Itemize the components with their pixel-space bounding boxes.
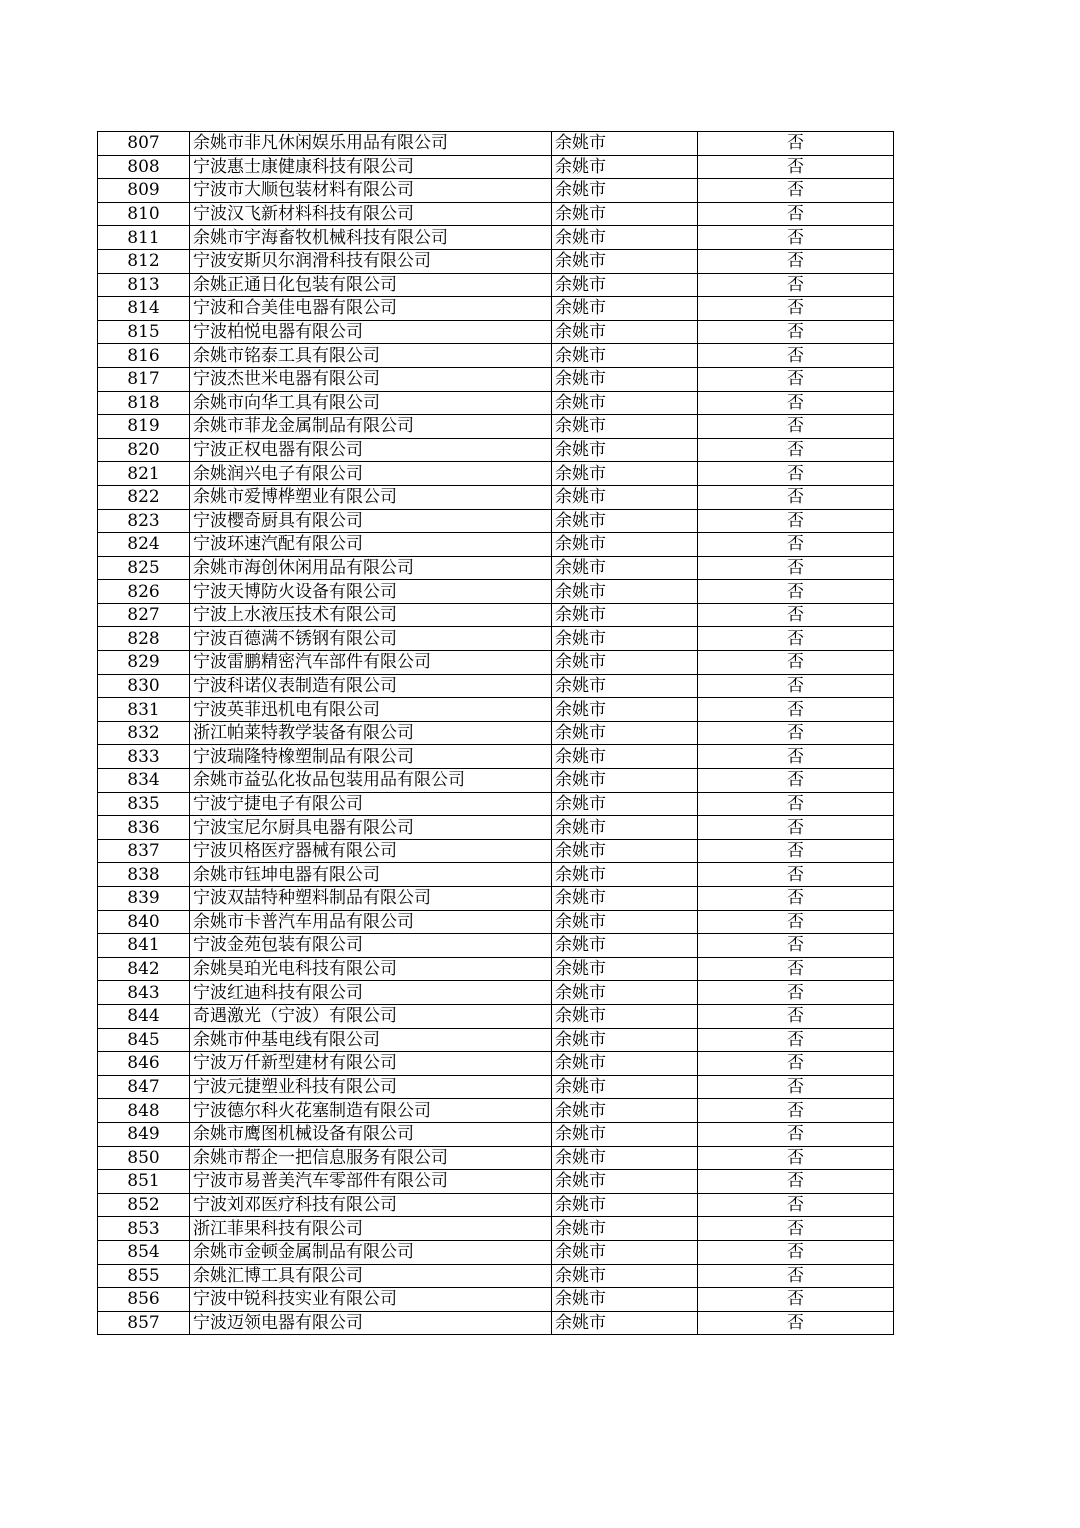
status-flag-cell: 否 bbox=[698, 226, 894, 250]
company-name-cell: 宁波市易普美汽车零部件有限公司 bbox=[190, 1170, 552, 1194]
row-number-cell: 832 bbox=[98, 721, 190, 745]
company-name-cell: 宁波樱奇厨具有限公司 bbox=[190, 509, 552, 533]
city-cell: 余姚市 bbox=[552, 1311, 698, 1335]
status-flag-cell: 否 bbox=[698, 839, 894, 863]
company-name-cell: 余姚汇博工具有限公司 bbox=[190, 1264, 552, 1288]
city-cell: 余姚市 bbox=[552, 155, 698, 179]
company-name-cell: 宁波贝格医疗器械有限公司 bbox=[190, 839, 552, 863]
city-cell: 余姚市 bbox=[552, 910, 698, 934]
company-name-cell: 宁波红迪科技有限公司 bbox=[190, 981, 552, 1005]
status-flag-cell: 否 bbox=[698, 202, 894, 226]
row-number-cell: 855 bbox=[98, 1264, 190, 1288]
table-row bbox=[98, 721, 894, 745]
company-name-cell: 余姚润兴电子有限公司 bbox=[190, 462, 552, 486]
company-name-cell: 宁波市大顺包装材料有限公司 bbox=[190, 179, 552, 203]
table-row bbox=[98, 1264, 894, 1288]
status-flag-cell: 否 bbox=[698, 485, 894, 509]
company-name-cell: 余姚正通日化包装有限公司 bbox=[190, 273, 552, 297]
company-name-cell: 宁波宁捷电子有限公司 bbox=[190, 792, 552, 816]
table-row bbox=[98, 1099, 894, 1123]
status-flag-cell: 否 bbox=[698, 1311, 894, 1335]
city-cell: 余姚市 bbox=[552, 1288, 698, 1312]
row-number-cell: 834 bbox=[98, 769, 190, 793]
status-flag-cell: 否 bbox=[698, 533, 894, 557]
table-row bbox=[98, 533, 894, 557]
city-cell: 余姚市 bbox=[552, 1217, 698, 1241]
status-flag-cell: 否 bbox=[698, 910, 894, 934]
table-row bbox=[98, 132, 894, 156]
row-number-cell: 818 bbox=[98, 391, 190, 415]
table-row bbox=[98, 1052, 894, 1076]
company-name-cell: 宁波英菲迅机电有限公司 bbox=[190, 698, 552, 722]
company-name-cell: 宁波环速汽配有限公司 bbox=[190, 533, 552, 557]
table-row bbox=[98, 556, 894, 580]
status-flag-cell: 否 bbox=[698, 887, 894, 911]
table-row bbox=[98, 981, 894, 1005]
company-name-cell: 余姚市帮企一把信息服务有限公司 bbox=[190, 1146, 552, 1170]
table-row bbox=[98, 957, 894, 981]
company-name-cell: 宁波双喆特种塑料制品有限公司 bbox=[190, 887, 552, 911]
city-cell: 余姚市 bbox=[552, 745, 698, 769]
row-number-cell: 856 bbox=[98, 1288, 190, 1312]
city-cell: 余姚市 bbox=[552, 344, 698, 368]
row-number-cell: 822 bbox=[98, 485, 190, 509]
row-number-cell: 825 bbox=[98, 556, 190, 580]
city-cell: 余姚市 bbox=[552, 509, 698, 533]
company-name-cell: 宁波科诺仪表制造有限公司 bbox=[190, 674, 552, 698]
status-flag-cell: 否 bbox=[698, 297, 894, 321]
status-flag-cell: 否 bbox=[698, 1146, 894, 1170]
row-number-cell: 833 bbox=[98, 745, 190, 769]
company-name-cell: 余姚昊珀光电科技有限公司 bbox=[190, 957, 552, 981]
status-flag-cell: 否 bbox=[698, 721, 894, 745]
city-cell: 余姚市 bbox=[552, 485, 698, 509]
table-row bbox=[98, 438, 894, 462]
city-cell: 余姚市 bbox=[552, 1028, 698, 1052]
company-name-cell: 宁波刘邓医疗科技有限公司 bbox=[190, 1193, 552, 1217]
status-flag-cell: 否 bbox=[698, 1052, 894, 1076]
table-row bbox=[98, 839, 894, 863]
company-name-cell: 宁波雷鹏精密汽车部件有限公司 bbox=[190, 651, 552, 675]
city-cell: 余姚市 bbox=[552, 627, 698, 651]
status-flag-cell: 否 bbox=[698, 698, 894, 722]
company-name-cell: 宁波迈领电器有限公司 bbox=[190, 1311, 552, 1335]
status-flag-cell: 否 bbox=[698, 391, 894, 415]
row-number-cell: 811 bbox=[98, 226, 190, 250]
company-name-cell: 宁波惠士康健康科技有限公司 bbox=[190, 155, 552, 179]
company-name-cell: 宁波和合美佳电器有限公司 bbox=[190, 297, 552, 321]
company-name-cell: 宁波中锐科技实业有限公司 bbox=[190, 1288, 552, 1312]
status-flag-cell: 否 bbox=[698, 179, 894, 203]
table-row bbox=[98, 509, 894, 533]
status-flag-cell: 否 bbox=[698, 438, 894, 462]
row-number-cell: 812 bbox=[98, 249, 190, 273]
company-name-cell: 余姚市爱博桦塑业有限公司 bbox=[190, 485, 552, 509]
row-number-cell: 849 bbox=[98, 1122, 190, 1146]
row-number-cell: 838 bbox=[98, 863, 190, 887]
status-flag-cell: 否 bbox=[698, 509, 894, 533]
status-flag-cell: 否 bbox=[698, 1075, 894, 1099]
status-flag-cell: 否 bbox=[698, 627, 894, 651]
row-number-cell: 817 bbox=[98, 367, 190, 391]
company-name-cell: 余姚市益弘化妆品包装用品有限公司 bbox=[190, 769, 552, 793]
row-number-cell: 835 bbox=[98, 792, 190, 816]
table-row bbox=[98, 155, 894, 179]
row-number-cell: 823 bbox=[98, 509, 190, 533]
company-name-cell: 宁波柏悦电器有限公司 bbox=[190, 320, 552, 344]
row-number-cell: 847 bbox=[98, 1075, 190, 1099]
status-flag-cell: 否 bbox=[698, 816, 894, 840]
status-flag-cell: 否 bbox=[698, 957, 894, 981]
status-flag-cell: 否 bbox=[698, 745, 894, 769]
row-number-cell: 841 bbox=[98, 934, 190, 958]
status-flag-cell: 否 bbox=[698, 1193, 894, 1217]
company-name-cell: 宁波正权电器有限公司 bbox=[190, 438, 552, 462]
table-row bbox=[98, 769, 894, 793]
company-name-cell: 余姚市非凡休闲娱乐用品有限公司 bbox=[190, 132, 552, 156]
row-number-cell: 827 bbox=[98, 603, 190, 627]
table-row bbox=[98, 1170, 894, 1194]
table-row bbox=[98, 863, 894, 887]
city-cell: 余姚市 bbox=[552, 792, 698, 816]
row-number-cell: 810 bbox=[98, 202, 190, 226]
company-name-cell: 余姚市钰坤电器有限公司 bbox=[190, 863, 552, 887]
table-row bbox=[98, 367, 894, 391]
city-cell: 余姚市 bbox=[552, 863, 698, 887]
status-flag-cell: 否 bbox=[698, 792, 894, 816]
city-cell: 余姚市 bbox=[552, 249, 698, 273]
city-cell: 余姚市 bbox=[552, 1004, 698, 1028]
table-row bbox=[98, 202, 894, 226]
city-cell: 余姚市 bbox=[552, 1240, 698, 1264]
row-number-cell: 839 bbox=[98, 887, 190, 911]
row-number-cell: 816 bbox=[98, 344, 190, 368]
row-number-cell: 830 bbox=[98, 674, 190, 698]
status-flag-cell: 否 bbox=[698, 1122, 894, 1146]
table-row bbox=[98, 391, 894, 415]
table-row bbox=[98, 698, 894, 722]
row-number-cell: 842 bbox=[98, 957, 190, 981]
company-name-cell: 宁波金苑包装有限公司 bbox=[190, 934, 552, 958]
row-number-cell: 844 bbox=[98, 1004, 190, 1028]
company-name-cell: 余姚市仲基电线有限公司 bbox=[190, 1028, 552, 1052]
table-row bbox=[98, 415, 894, 439]
city-cell: 余姚市 bbox=[552, 533, 698, 557]
company-name-cell: 余姚市铭泰工具有限公司 bbox=[190, 344, 552, 368]
city-cell: 余姚市 bbox=[552, 1193, 698, 1217]
table-row bbox=[98, 674, 894, 698]
city-cell: 余姚市 bbox=[552, 320, 698, 344]
status-flag-cell: 否 bbox=[698, 273, 894, 297]
table-row bbox=[98, 934, 894, 958]
city-cell: 余姚市 bbox=[552, 721, 698, 745]
table-row bbox=[98, 651, 894, 675]
row-number-cell: 808 bbox=[98, 155, 190, 179]
row-number-cell: 821 bbox=[98, 462, 190, 486]
city-cell: 余姚市 bbox=[552, 462, 698, 486]
table-row bbox=[98, 580, 894, 604]
status-flag-cell: 否 bbox=[698, 603, 894, 627]
table-row bbox=[98, 1217, 894, 1241]
status-flag-cell: 否 bbox=[698, 1170, 894, 1194]
table-row bbox=[98, 485, 894, 509]
company-name-cell: 宁波杰世米电器有限公司 bbox=[190, 367, 552, 391]
status-flag-cell: 否 bbox=[698, 1264, 894, 1288]
table-row bbox=[98, 1004, 894, 1028]
city-cell: 余姚市 bbox=[552, 769, 698, 793]
table-row bbox=[98, 745, 894, 769]
status-flag-cell: 否 bbox=[698, 367, 894, 391]
city-cell: 余姚市 bbox=[552, 887, 698, 911]
row-number-cell: 848 bbox=[98, 1099, 190, 1123]
city-cell: 余姚市 bbox=[552, 556, 698, 580]
city-cell: 余姚市 bbox=[552, 934, 698, 958]
status-flag-cell: 否 bbox=[698, 556, 894, 580]
status-flag-cell: 否 bbox=[698, 155, 894, 179]
status-flag-cell: 否 bbox=[698, 462, 894, 486]
row-number-cell: 829 bbox=[98, 651, 190, 675]
company-name-cell: 余姚市海创休闲用品有限公司 bbox=[190, 556, 552, 580]
row-number-cell: 852 bbox=[98, 1193, 190, 1217]
city-cell: 余姚市 bbox=[552, 273, 698, 297]
city-cell: 余姚市 bbox=[552, 651, 698, 675]
city-cell: 余姚市 bbox=[552, 674, 698, 698]
city-cell: 余姚市 bbox=[552, 297, 698, 321]
city-cell: 余姚市 bbox=[552, 603, 698, 627]
table-row bbox=[98, 1288, 894, 1312]
row-number-cell: 815 bbox=[98, 320, 190, 344]
city-cell: 余姚市 bbox=[552, 202, 698, 226]
row-number-cell: 857 bbox=[98, 1311, 190, 1335]
status-flag-cell: 否 bbox=[698, 580, 894, 604]
row-number-cell: 826 bbox=[98, 580, 190, 604]
table-row bbox=[98, 887, 894, 911]
status-flag-cell: 否 bbox=[698, 249, 894, 273]
table-row bbox=[98, 273, 894, 297]
status-flag-cell: 否 bbox=[698, 651, 894, 675]
table-row bbox=[98, 1028, 894, 1052]
company-name-cell: 宁波百德满不锈钢有限公司 bbox=[190, 627, 552, 651]
status-flag-cell: 否 bbox=[698, 863, 894, 887]
status-flag-cell: 否 bbox=[698, 415, 894, 439]
table-row bbox=[98, 1146, 894, 1170]
company-list-table bbox=[97, 131, 894, 1335]
table-row bbox=[98, 344, 894, 368]
company-name-cell: 宁波天博防火设备有限公司 bbox=[190, 580, 552, 604]
city-cell: 余姚市 bbox=[552, 816, 698, 840]
row-number-cell: 814 bbox=[98, 297, 190, 321]
row-number-cell: 846 bbox=[98, 1052, 190, 1076]
row-number-cell: 843 bbox=[98, 981, 190, 1005]
city-cell: 余姚市 bbox=[552, 580, 698, 604]
company-name-cell: 宁波瑞隆特橡塑制品有限公司 bbox=[190, 745, 552, 769]
city-cell: 余姚市 bbox=[552, 1264, 698, 1288]
status-flag-cell: 否 bbox=[698, 1217, 894, 1241]
city-cell: 余姚市 bbox=[552, 1170, 698, 1194]
status-flag-cell: 否 bbox=[698, 132, 894, 156]
row-number-cell: 820 bbox=[98, 438, 190, 462]
status-flag-cell: 否 bbox=[698, 1099, 894, 1123]
table-row bbox=[98, 1193, 894, 1217]
table-row bbox=[98, 627, 894, 651]
company-name-cell: 宁波万仟新型建材有限公司 bbox=[190, 1052, 552, 1076]
company-name-cell: 余姚市菲龙金属制品有限公司 bbox=[190, 415, 552, 439]
company-name-cell: 宁波上水液压技术有限公司 bbox=[190, 603, 552, 627]
table-row bbox=[98, 816, 894, 840]
table-row bbox=[98, 1122, 894, 1146]
status-flag-cell: 否 bbox=[698, 1028, 894, 1052]
row-number-cell: 853 bbox=[98, 1217, 190, 1241]
city-cell: 余姚市 bbox=[552, 226, 698, 250]
city-cell: 余姚市 bbox=[552, 1122, 698, 1146]
status-flag-cell: 否 bbox=[698, 1240, 894, 1264]
city-cell: 余姚市 bbox=[552, 957, 698, 981]
company-name-cell: 宁波宝尼尔厨具电器有限公司 bbox=[190, 816, 552, 840]
city-cell: 余姚市 bbox=[552, 391, 698, 415]
row-number-cell: 850 bbox=[98, 1146, 190, 1170]
row-number-cell: 819 bbox=[98, 415, 190, 439]
city-cell: 余姚市 bbox=[552, 1146, 698, 1170]
status-flag-cell: 否 bbox=[698, 344, 894, 368]
row-number-cell: 807 bbox=[98, 132, 190, 156]
row-number-cell: 809 bbox=[98, 179, 190, 203]
city-cell: 余姚市 bbox=[552, 1052, 698, 1076]
status-flag-cell: 否 bbox=[698, 934, 894, 958]
status-flag-cell: 否 bbox=[698, 981, 894, 1005]
company-name-cell: 余姚市卡普汽车用品有限公司 bbox=[190, 910, 552, 934]
table-row bbox=[98, 320, 894, 344]
table-row bbox=[98, 603, 894, 627]
status-flag-cell: 否 bbox=[698, 1004, 894, 1028]
company-name-cell: 浙江菲果科技有限公司 bbox=[190, 1217, 552, 1241]
city-cell: 余姚市 bbox=[552, 179, 698, 203]
city-cell: 余姚市 bbox=[552, 839, 698, 863]
row-number-cell: 845 bbox=[98, 1028, 190, 1052]
row-number-cell: 824 bbox=[98, 533, 190, 557]
company-name-cell: 宁波汉飞新材料科技有限公司 bbox=[190, 202, 552, 226]
table-row bbox=[98, 910, 894, 934]
city-cell: 余姚市 bbox=[552, 1099, 698, 1123]
row-number-cell: 837 bbox=[98, 839, 190, 863]
company-name-cell: 宁波元捷塑业科技有限公司 bbox=[190, 1075, 552, 1099]
company-name-cell: 宁波安斯贝尔润滑科技有限公司 bbox=[190, 249, 552, 273]
row-number-cell: 840 bbox=[98, 910, 190, 934]
table-row bbox=[98, 297, 894, 321]
company-name-cell: 奇遇激光（宁波）有限公司 bbox=[190, 1004, 552, 1028]
company-name-cell: 浙江帕莱特教学装备有限公司 bbox=[190, 721, 552, 745]
status-flag-cell: 否 bbox=[698, 1288, 894, 1312]
row-number-cell: 851 bbox=[98, 1170, 190, 1194]
status-flag-cell: 否 bbox=[698, 320, 894, 344]
table-body bbox=[98, 132, 894, 1335]
table-row bbox=[98, 1075, 894, 1099]
row-number-cell: 828 bbox=[98, 627, 190, 651]
row-number-cell: 813 bbox=[98, 273, 190, 297]
company-name-cell: 宁波德尔科火花塞制造有限公司 bbox=[190, 1099, 552, 1123]
company-name-cell: 余姚市鹰图机械设备有限公司 bbox=[190, 1122, 552, 1146]
table-row bbox=[98, 1311, 894, 1335]
table-row bbox=[98, 792, 894, 816]
company-name-cell: 余姚市宇海畜牧机械科技有限公司 bbox=[190, 226, 552, 250]
row-number-cell: 854 bbox=[98, 1240, 190, 1264]
city-cell: 余姚市 bbox=[552, 438, 698, 462]
table-row bbox=[98, 462, 894, 486]
city-cell: 余姚市 bbox=[552, 981, 698, 1005]
city-cell: 余姚市 bbox=[552, 415, 698, 439]
status-flag-cell: 否 bbox=[698, 674, 894, 698]
table-row bbox=[98, 249, 894, 273]
table-row bbox=[98, 1240, 894, 1264]
company-name-cell: 余姚市向华工具有限公司 bbox=[190, 391, 552, 415]
table-row bbox=[98, 179, 894, 203]
row-number-cell: 831 bbox=[98, 698, 190, 722]
table-row bbox=[98, 226, 894, 250]
row-number-cell: 836 bbox=[98, 816, 190, 840]
city-cell: 余姚市 bbox=[552, 1075, 698, 1099]
city-cell: 余姚市 bbox=[552, 698, 698, 722]
city-cell: 余姚市 bbox=[552, 367, 698, 391]
status-flag-cell: 否 bbox=[698, 769, 894, 793]
company-name-cell: 余姚市金顿金属制品有限公司 bbox=[190, 1240, 552, 1264]
city-cell: 余姚市 bbox=[552, 132, 698, 156]
